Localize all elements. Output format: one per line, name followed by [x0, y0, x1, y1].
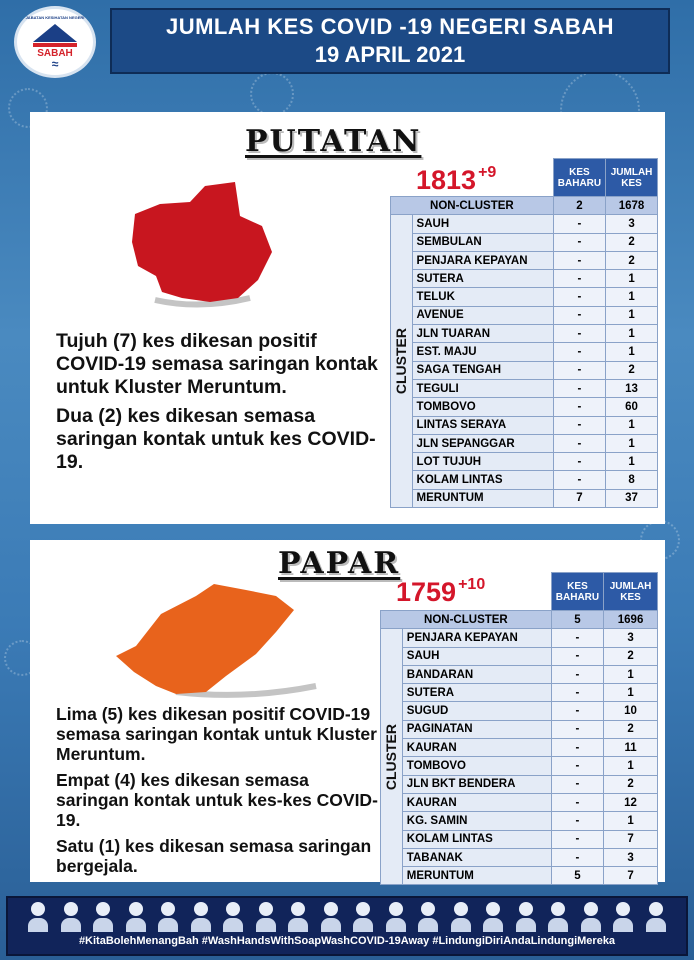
row-new: 2 [553, 197, 605, 215]
table-row [381, 720, 658, 738]
row-total: 37 [606, 489, 658, 507]
row-name: SUTERA [402, 684, 551, 702]
row-new: - [553, 361, 605, 379]
table-row [381, 629, 658, 647]
row-total: 1 [606, 325, 658, 343]
row-total: 1 [604, 757, 658, 775]
row-new: - [553, 215, 605, 233]
putatan-panel [30, 112, 665, 524]
table-row [391, 233, 658, 251]
person-icon [451, 902, 471, 932]
row-name: MERUNTUM [412, 489, 553, 507]
person-icon [548, 902, 568, 932]
row-new: 7 [553, 489, 605, 507]
page-date: 19 APRIL 2021 [314, 42, 466, 67]
row-new: - [551, 812, 603, 830]
row-total: 7 [604, 830, 658, 848]
table-row [381, 665, 658, 683]
table-row [381, 739, 658, 757]
row-name: KAURAN [402, 793, 551, 811]
table-row [381, 702, 658, 720]
col-kes-baharu: KES BAHARU [553, 159, 605, 197]
table-row [381, 848, 658, 866]
person-icon [646, 902, 666, 932]
papar-new-value: +10 [458, 576, 486, 593]
table-row [391, 416, 658, 434]
table-row [391, 270, 658, 288]
row-total: 10 [604, 702, 658, 720]
putatan-description [56, 330, 386, 480]
table-row [381, 611, 658, 629]
table-row [391, 288, 658, 306]
person-icon [93, 902, 113, 932]
table-row [391, 398, 658, 416]
row-new: 5 [551, 611, 603, 629]
person-icon [256, 902, 276, 932]
person-icon [386, 902, 406, 932]
row-name: TEGULI [412, 379, 553, 397]
papar-total-value: 1759 [396, 577, 457, 607]
table-row [391, 434, 658, 452]
row-total: 2 [604, 720, 658, 738]
row-new: - [551, 757, 603, 775]
table-row [381, 757, 658, 775]
person-icon [288, 902, 308, 932]
cluster-label [381, 629, 403, 885]
table-row [381, 647, 658, 665]
col-jumlah-kes: JUMLAH KES [606, 159, 658, 197]
row-name: SAGA TENGAH [412, 361, 553, 379]
person-icon [61, 902, 81, 932]
row-name: BANDARAN [402, 665, 551, 683]
col-kes-baharu: KES BAHARU [551, 573, 603, 611]
row-total: 2 [606, 251, 658, 269]
table-row [381, 812, 658, 830]
person-icon [483, 902, 503, 932]
row-total: 1 [604, 812, 658, 830]
putatan-map-icon [100, 172, 300, 312]
row-name: JLN TUARAN [412, 325, 553, 343]
table-row [391, 197, 658, 215]
person-icon [158, 902, 178, 932]
row-name: AVENUE [412, 306, 553, 324]
logo-swoosh-icon: ≈ [51, 57, 59, 71]
person-icon [223, 902, 243, 932]
district-title-papar: PAPAR [278, 546, 401, 581]
row-total: 1 [606, 288, 658, 306]
row-new: - [553, 471, 605, 489]
logo-top-text: JABATAN KESIHATAN NEGERI [25, 15, 85, 20]
row-total: 13 [606, 379, 658, 397]
table-row [391, 453, 658, 471]
row-name: PAGINATAN [402, 720, 551, 738]
putatan-table-header [391, 159, 658, 197]
table-row [381, 684, 658, 702]
row-new: - [553, 416, 605, 434]
row-total: 2 [606, 361, 658, 379]
row-new: - [553, 325, 605, 343]
row-total: 1 [606, 343, 658, 361]
person-icon [516, 902, 536, 932]
row-new: - [553, 251, 605, 269]
table-row [381, 830, 658, 848]
person-icon [613, 902, 633, 932]
row-name: MERUNTUM [402, 867, 551, 885]
row-new: - [551, 793, 603, 811]
table-row [391, 343, 658, 361]
row-new: - [551, 830, 603, 848]
row-name: JLN SEPANGGAR [412, 434, 553, 452]
row-name: SAUH [412, 215, 553, 233]
row-name: NON-CLUSTER [391, 197, 554, 215]
row-total: 1 [606, 434, 658, 452]
row-name: EST. MAJU [412, 343, 553, 361]
row-name: SUGUD [402, 702, 551, 720]
table-row [381, 793, 658, 811]
person-icon [581, 902, 601, 932]
row-new: - [553, 343, 605, 361]
row-name: SEMBULAN [412, 233, 553, 251]
row-new: - [551, 665, 603, 683]
row-name: NON-CLUSTER [381, 611, 552, 629]
person-icon [353, 902, 373, 932]
row-new: - [553, 233, 605, 251]
row-new: - [551, 629, 603, 647]
putatan-total-value: 1813 [416, 165, 477, 195]
row-new: - [551, 848, 603, 866]
row-name: LOT TUJUH [412, 453, 553, 471]
row-new: - [553, 398, 605, 416]
title-banner [110, 8, 670, 74]
table-row [391, 471, 658, 489]
putatan-desc-1: Tujuh (7) kes dikesan positif COVID-19 semasa saringan kontak untuk Kluster Meruntum. [56, 330, 378, 398]
footer-hashtags: #KitaBolehMenangBah #WashHandsWithSoapWashCOVID-19Away #LindungiDiriAndaLindungiMereka [78, 935, 616, 947]
person-icon [418, 902, 438, 932]
person-icon [126, 902, 146, 932]
putatan-table [390, 158, 658, 508]
row-total: 2 [606, 233, 658, 251]
row-name: PENJARA KEPAYAN [402, 629, 551, 647]
row-total: 12 [604, 793, 658, 811]
table-row [391, 379, 658, 397]
papar-map-icon [106, 576, 346, 706]
row-new: - [551, 739, 603, 757]
jkns-logo [14, 6, 96, 78]
cluster-label [391, 215, 413, 508]
row-name: KAURAN [402, 739, 551, 757]
page-title: JUMLAH KES COVID -19 NEGERI SABAH [165, 14, 614, 39]
row-new: - [553, 379, 605, 397]
logo-text: SABAH [37, 48, 73, 59]
row-new: - [553, 306, 605, 324]
row-total: 2 [604, 775, 658, 793]
logo-mountain-icon [33, 24, 77, 42]
person-icon [28, 902, 48, 932]
row-new: - [551, 720, 603, 738]
row-new: - [553, 270, 605, 288]
row-name: TELUK [412, 288, 553, 306]
row-total: 11 [604, 739, 658, 757]
table-row [381, 867, 658, 885]
table-row [391, 325, 658, 343]
row-name: KOLAM LINTAS [412, 471, 553, 489]
logo-stripe [33, 43, 77, 47]
row-total: 1 [604, 665, 658, 683]
row-name: TABANAK [402, 848, 551, 866]
row-total: 2 [604, 647, 658, 665]
district-title-putatan: PUTATAN [245, 124, 422, 159]
row-new: - [551, 702, 603, 720]
row-name: JLN BKT BENDERA [402, 775, 551, 793]
table-row [381, 775, 658, 793]
row-total: 1678 [606, 197, 658, 215]
table-row [391, 489, 658, 507]
papar-table [380, 572, 658, 885]
row-total: 1696 [604, 611, 658, 629]
row-name: KG. SAMIN [402, 812, 551, 830]
row-total: 3 [606, 215, 658, 233]
table-row [391, 306, 658, 324]
person-icon [191, 902, 211, 932]
papar-panel [30, 540, 665, 882]
row-new: - [553, 434, 605, 452]
row-total: 1 [606, 416, 658, 434]
people-illustration [28, 902, 666, 932]
row-name: TOMBOVO [402, 757, 551, 775]
putatan-new-value: +9 [478, 164, 497, 181]
row-total: 8 [606, 471, 658, 489]
cluster-label-text: CLUSTER [393, 328, 410, 395]
row-total: 1 [604, 684, 658, 702]
row-name: SUTERA [412, 270, 553, 288]
row-total: 1 [606, 453, 658, 471]
papar-description [56, 704, 386, 882]
papar-table-header [381, 573, 658, 611]
person-icon [321, 902, 341, 932]
row-total: 3 [604, 848, 658, 866]
table-row [391, 215, 658, 233]
row-total: 7 [604, 867, 658, 885]
table-row [391, 251, 658, 269]
row-name: TOMBOVO [412, 398, 553, 416]
row-total: 60 [606, 398, 658, 416]
col-jumlah-kes: JUMLAH KES [604, 573, 658, 611]
row-name: SAUH [402, 647, 551, 665]
virus-decoration [250, 72, 294, 116]
table-row [391, 361, 658, 379]
footer-banner [6, 896, 688, 956]
papar-desc-1: Lima (5) kes dikesan positif COVID-19 semasa saringan kontak untuk Kluster Meruntum. [56, 704, 377, 764]
row-total: 3 [604, 629, 658, 647]
row-name: LINTAS SERAYA [412, 416, 553, 434]
cluster-label-text: CLUSTER [383, 723, 400, 790]
putatan-desc-2: Dua (2) kes dikesan semasa saringan kontak untuk kes COVID-19. [56, 405, 376, 473]
papar-desc-2: Empat (4) kes dikesan semasa saringan kontak untuk kes-kes COVID-19. [56, 770, 378, 830]
papar-desc-3: Satu (1) kes dikesan semasa saringan bergejala. [56, 836, 372, 876]
row-total: 1 [606, 306, 658, 324]
row-total: 1 [606, 270, 658, 288]
row-name: PENJARA KEPAYAN [412, 251, 553, 269]
row-new: - [553, 453, 605, 471]
row-name: KOLAM LINTAS [402, 830, 551, 848]
row-new: - [551, 775, 603, 793]
row-new: - [551, 647, 603, 665]
row-new: - [551, 684, 603, 702]
row-new: - [553, 288, 605, 306]
row-new: 5 [551, 867, 603, 885]
